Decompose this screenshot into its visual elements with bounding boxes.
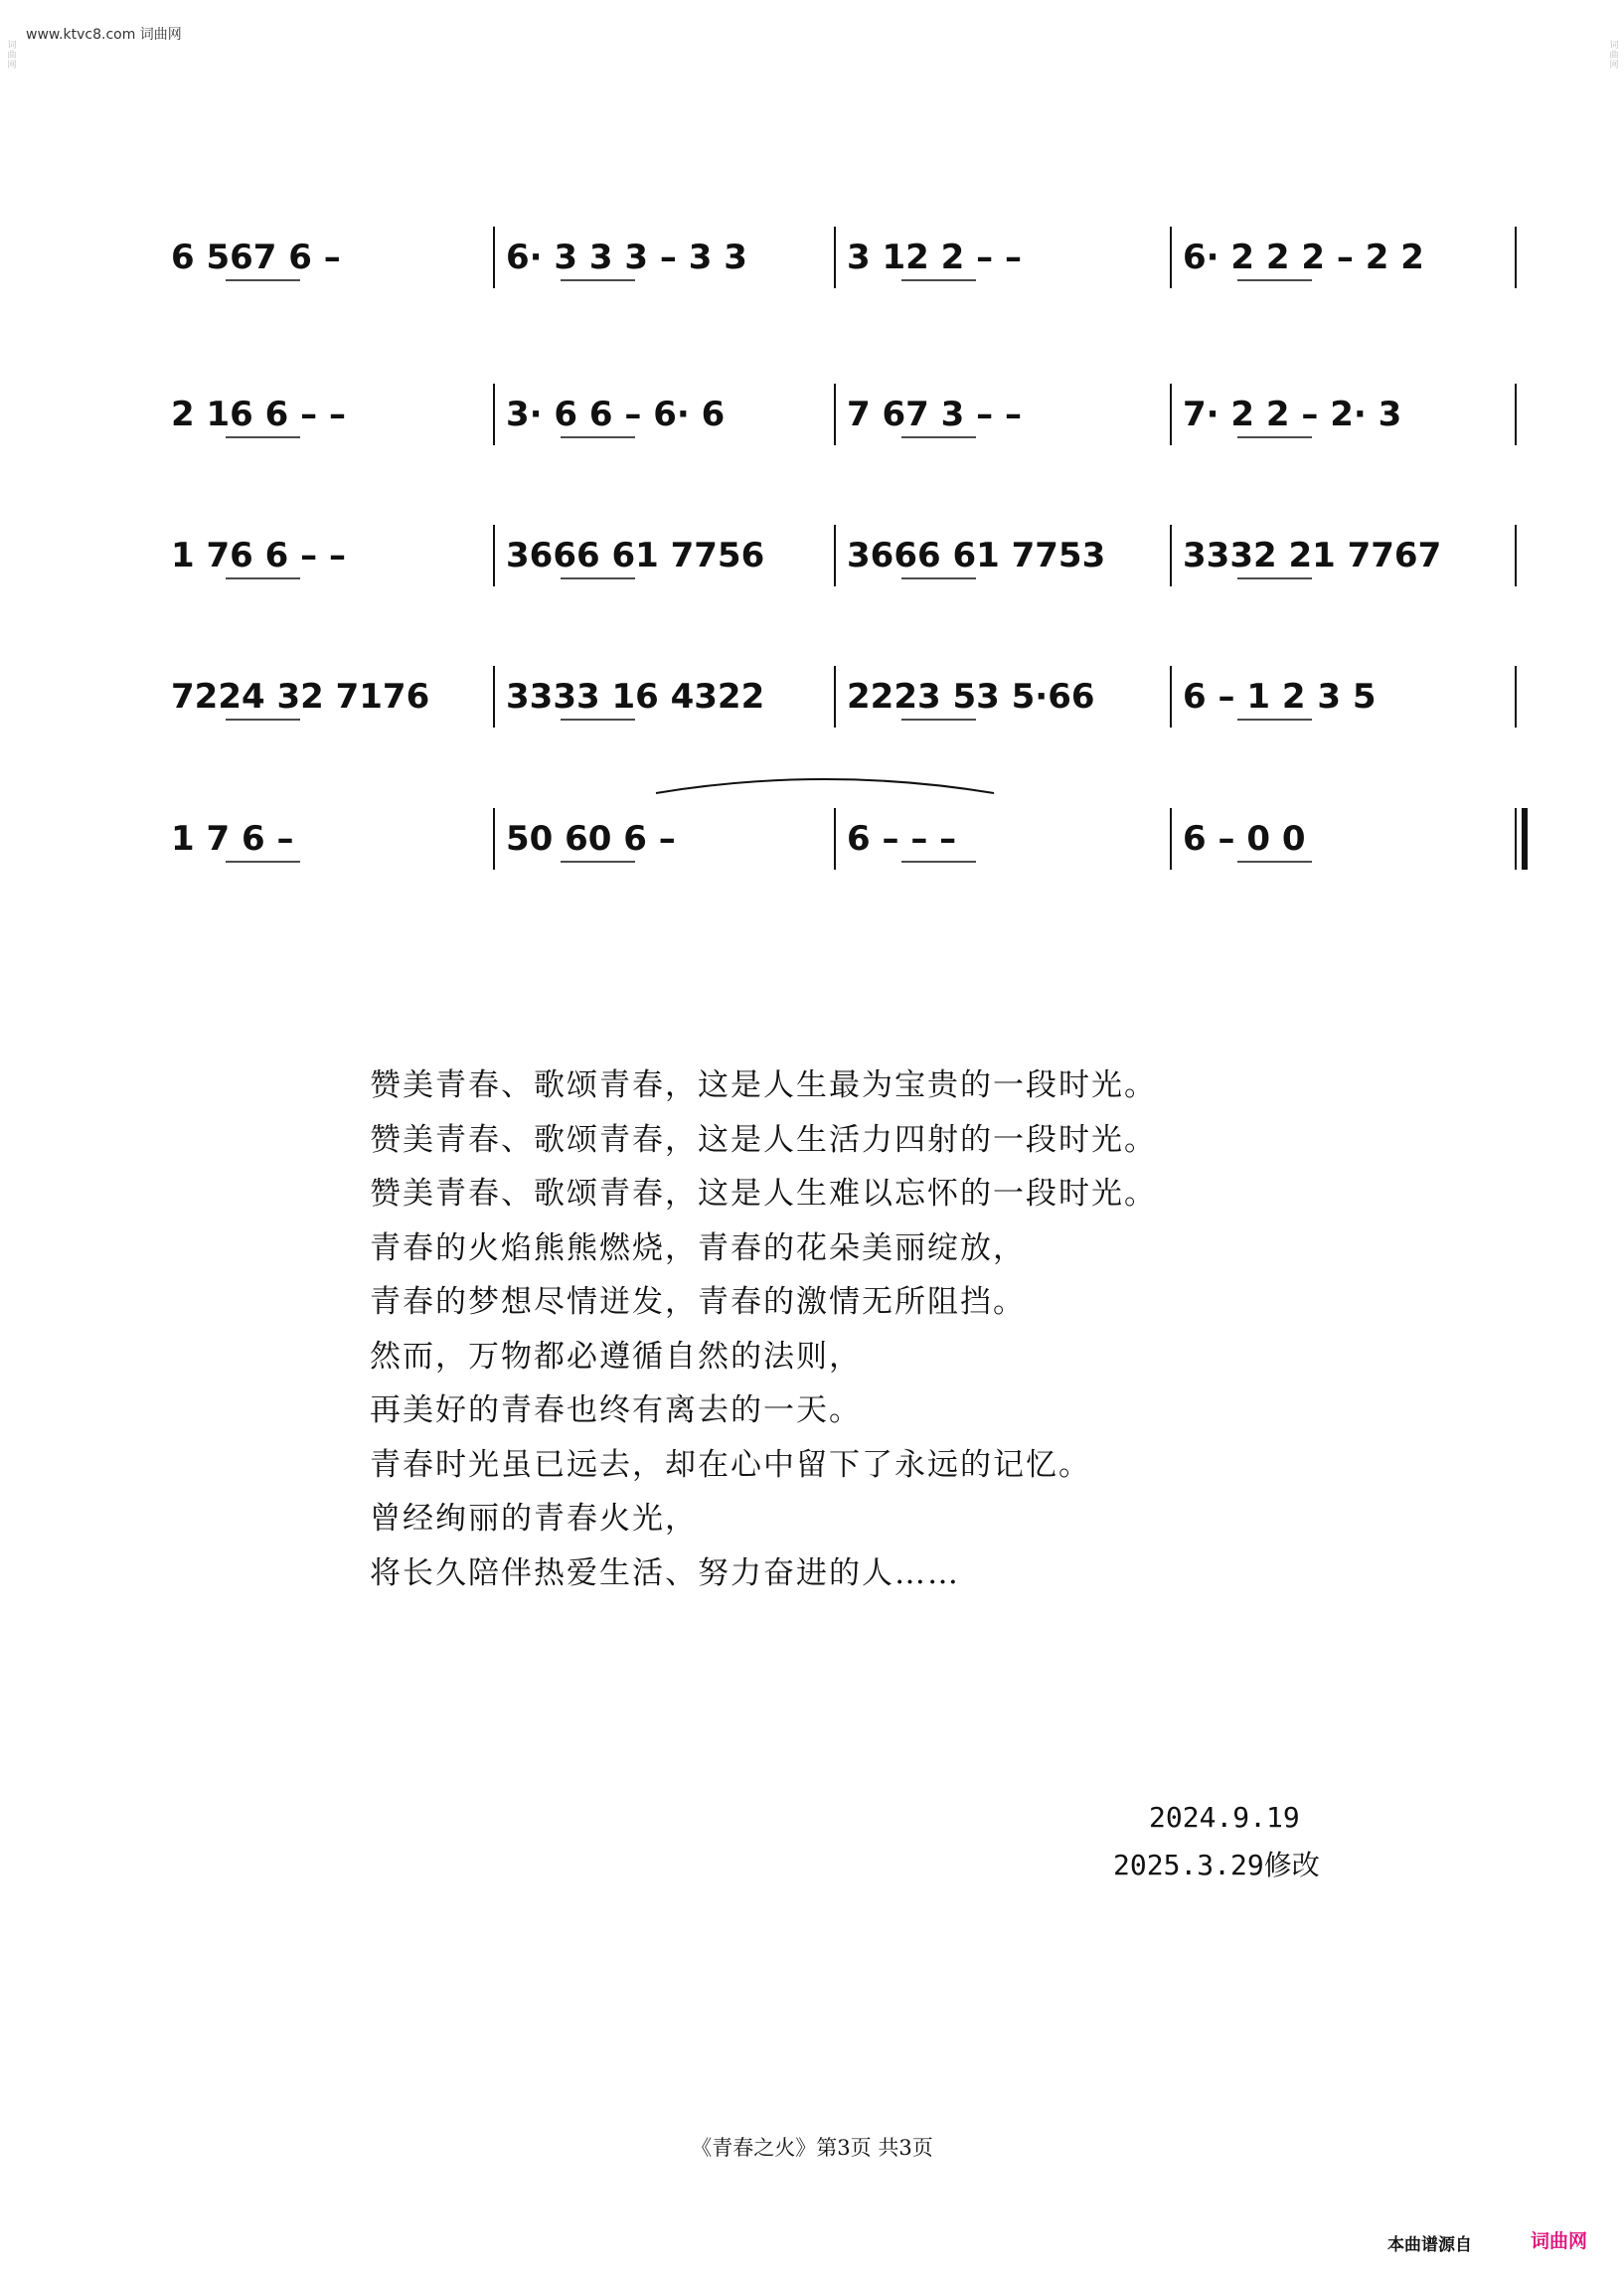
lyric-line: 曾经绚丽的青春火光， [370, 1501, 698, 1537]
watermark-text: 词曲网 [5, 40, 16, 70]
lyric-line: 赞美青春、歌颂青春，这是人生活力四射的一段时光。 [370, 1121, 1157, 1158]
numbered-musical-score [159, 199, 1531, 914]
score-measure: 3332 21 7767 [1183, 536, 1442, 575]
lyrics-block [370, 1058, 1157, 1600]
watermark-text: 词曲网 [1607, 40, 1618, 70]
source-credit: 本曲谱源自 [1387, 2235, 1472, 2255]
score-measure: 7224 32 7176 [171, 677, 430, 717]
score-measure: 1 7 6 – [171, 819, 294, 859]
score-measure: 1 76 6 – – [171, 536, 346, 575]
score-measure: 3666 61 7753 [847, 536, 1106, 575]
source-brand-logo: 词曲网 [1531, 2230, 1588, 2252]
lyric-line: 然而，万物都必遵循自然的法则， [370, 1338, 862, 1375]
score-measure: 6 – – – [847, 819, 957, 859]
score-measure: 6· 2 2 2 – 2 2 [1183, 238, 1424, 277]
score-measure: 3333 16 4322 [506, 677, 765, 717]
score-measure: 50 60 6 – [506, 819, 676, 859]
watermark-strip-left [2, 0, 20, 2278]
score-measure: 2 16 6 – – [171, 395, 346, 434]
final-barline [1522, 808, 1528, 870]
lyric-line: 青春的火焰熊熊燃烧，青春的花朵美丽绽放， [370, 1229, 1026, 1266]
score-measure: 6 567 6 – [171, 238, 341, 277]
score-measure: 6 – 1 2 3 5 [1183, 677, 1377, 717]
score-measure: 3666 61 7756 [506, 536, 765, 575]
slur [656, 779, 994, 793]
lyric-line: 青春时光虽已远去，却在心中留下了永远的记忆。 [370, 1446, 1091, 1483]
score-measure: 7 67 3 – – [847, 395, 1022, 434]
watermark-strip-right [1604, 0, 1622, 2278]
lyric-line: 将长久陪伴热爱生活、努力奋进的人…… [370, 1554, 960, 1591]
score-measure: 7· 2 2 – 2· 3 [1183, 395, 1402, 434]
score-measure: 6 – 0 0 [1183, 819, 1306, 859]
revised-date: 2025.3.29修改 [1113, 1849, 1320, 1881]
lyric-line: 青春的梦想尽情迸发，青春的激情无所阻挡。 [370, 1284, 1026, 1320]
score-svg [159, 199, 1531, 914]
lyric-line: 再美好的青春也终有离去的一天。 [370, 1392, 862, 1428]
score-measure: 3· 6 6 – 6· 6 [506, 395, 726, 434]
page-footer: 《青春之火》第3页 共3页 [691, 2136, 933, 2160]
score-measure: 2223 53 5·66 [847, 677, 1095, 717]
score-measure: 6· 3 3 3 – 3 3 [506, 238, 747, 277]
lyric-line: 赞美青春、歌颂青春，这是人生难以忘怀的一段时光。 [370, 1176, 1157, 1212]
date-block [1113, 1794, 1320, 1889]
score-measure: 3 12 2 – – [847, 238, 1022, 277]
site-header: www.ktvc8.com 词曲网 [26, 27, 182, 43]
lyric-line: 赞美青春、歌颂青春，这是人生最为宝贵的一段时光。 [370, 1067, 1157, 1103]
created-date: 2024.9.19 [1149, 1801, 1300, 1834]
